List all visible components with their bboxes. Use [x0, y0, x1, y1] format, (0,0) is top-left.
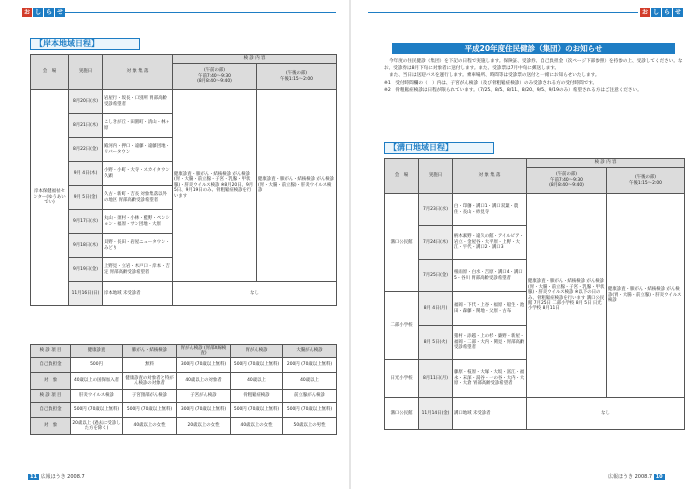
- fee-header: 胃がん検診: [231, 345, 283, 358]
- pm-content: 健康診査・肺がん・結核検診 がん検診(胃・大腸・前立腺)・肝炎ウイルス検診: [257, 90, 337, 282]
- date-cell: 8月11日(月): [419, 360, 453, 398]
- pm-content: 健康診査・肺がん・結核検診 がん検診(胃・大腸・前立腺)・肝炎ウイルス検診: [607, 194, 685, 398]
- date-cell: 9月18日(木): [69, 234, 103, 258]
- col-content: 検 診 内 容: [527, 159, 685, 168]
- date-cell: 9月17日(水): [69, 210, 103, 234]
- section-title: 【岸本地域日程】: [30, 38, 140, 50]
- page-footer: [28, 473, 85, 480]
- fee-label: 対 象: [31, 373, 71, 390]
- date-cell: 8月21日(木): [69, 114, 103, 138]
- col-date: 実施日: [419, 159, 453, 194]
- fee-label: 自己負担金: [31, 358, 71, 373]
- target-cell: 上野見・立岩・木戸口・岸本・吉定 胃部高齢受診希望者: [103, 258, 173, 282]
- date-cell: 8月22日(金): [69, 138, 103, 162]
- tag-char: ら: [46, 9, 53, 16]
- date-cell: 7月25日(金): [419, 260, 453, 292]
- fee-cell: 子宮頸部がん検診: [123, 390, 177, 403]
- fee-cell: 500円 (70歳以上無料): [283, 403, 337, 418]
- target-cell: 福岡・下代・上谷・福原・船生・池田・森藤・関地・父原・古布: [453, 292, 527, 326]
- date-cell: 9月 5日(金): [69, 186, 103, 210]
- fee-cell: 500円 (70歳以上無料): [71, 403, 123, 418]
- date-cell: 8月20日(水): [69, 90, 103, 114]
- venue-cell: 溝口公民館: [385, 398, 419, 430]
- tag-char: ら: [664, 9, 671, 16]
- col-am: (午前の部) 午前7:40～9:30 (8月8:40～9:40): [173, 64, 257, 90]
- footer-text: 広報ほうき 2008.7: [608, 474, 653, 480]
- fee-cell: 20歳以上 (過去に受診した方を除く): [71, 418, 123, 435]
- notice-banner: 平成20年度住民健診（集団）のお知らせ: [392, 43, 675, 54]
- col-date: 実施日: [69, 55, 103, 90]
- fee-cell: 300円 (70歳以上無料): [177, 358, 231, 373]
- col-venue: 会 場: [385, 159, 419, 194]
- target-cell: 白・印旛・溝口1・溝口双葉・農住・長山・紗見寺: [453, 194, 527, 226]
- fee-cell: 骨粗鬆症検診: [231, 390, 283, 403]
- target-cell: 猪村・添越・上の杉・廉野・新屋・福岡・二部・大内・関見・胃部高齢受診希望者: [453, 326, 527, 360]
- target-cell: 溝口地域 未受診者: [453, 398, 527, 430]
- col-venue: 会 場: [31, 55, 69, 90]
- venue-cell: 日光小学校: [385, 360, 419, 398]
- tag-char: せ: [675, 9, 682, 16]
- target-cell: こしきが丘・田園町・清山・林ヶ原: [103, 114, 173, 138]
- target-cell: 岩屋行・坂長・口別所 胃部高齢受診希望者: [103, 90, 173, 114]
- date-cell: 11月14日(金): [419, 398, 453, 430]
- fee-cell: 40歳以上: [231, 373, 283, 390]
- fee-cell: 子宮がん検診: [177, 390, 231, 403]
- right-page: [350, 0, 700, 489]
- intro-text: [384, 58, 684, 94]
- fee-cell: 300円 (70歳以上無料): [177, 403, 231, 418]
- fee-cell: 40歳以上の対象者: [177, 373, 231, 390]
- fee-cell: 40歳以上の女性: [231, 418, 283, 435]
- venue-cell: 溝口公民館: [385, 194, 419, 292]
- no-exam: なし: [527, 398, 685, 430]
- fee-cell: 肝炎ウイルス検診: [71, 390, 123, 403]
- header-rule: [58, 12, 336, 13]
- fee-cell: 20歳以上の女性: [177, 418, 231, 435]
- col-pm: (午後の部) 午後1:15～2:00: [257, 64, 337, 90]
- tag-char: し: [35, 9, 42, 16]
- header-rule: [368, 12, 638, 13]
- page-footer: [608, 473, 665, 480]
- venue-cell: 二部小学校: [385, 292, 419, 360]
- fee-cell: 無料: [123, 358, 177, 373]
- no-exam: なし: [173, 282, 337, 306]
- fee-header: 肺がん・結核検診: [123, 345, 177, 358]
- col-content: 検 診 内 容: [173, 55, 337, 64]
- fee-cell: 500円 (70歳以上無料): [231, 403, 283, 418]
- fee-header: 大腸がん検診: [283, 345, 337, 358]
- target-cell: 殿河内・押口・遠藤・遠藤団地・リバータウン: [103, 138, 173, 162]
- fee-cell: 前立腺がん検診: [283, 390, 337, 403]
- date-cell: 8月 5日(火): [419, 326, 453, 360]
- date-cell: 7月23日(水): [419, 194, 453, 226]
- date-cell: 7月24日(木): [419, 226, 453, 260]
- tag-char: お: [24, 9, 31, 16]
- am-content: 健康診査・肺がん・結核検診 がん検診(胃・大腸・前立腺・子宮・乳腺・甲状腺)・肝炎ウイルス検診 ※8月20日、9月5日、9月19日のみ、骨粗鬆症検診を行います: [173, 90, 257, 282]
- schedule-table: [384, 158, 685, 430]
- fee-cell: 50歳以上の男性: [283, 418, 337, 435]
- date-cell: 9月 4日(木): [69, 162, 103, 186]
- schedule-table: [30, 54, 337, 306]
- fee-cell: 40歳以上: [283, 373, 337, 390]
- fee-cell: 40歳以上の国保加入者: [71, 373, 123, 390]
- fee-label: 対 象: [31, 418, 71, 435]
- target-cell: 丸山・須村・小林・藍野・ペンション・福原・サン団地・大原: [103, 210, 173, 234]
- am-content: 健康診査・肺がん・結核検診 がん検診(胃・大腸・前立腺・子宮・乳腺・甲状腺)・肝炎ウイルス検診 ※以下の日のみ、骨粗鬆症検診を行います 溝口公民館 7月25日 二部小学校 8月 5日 日光小学校 8月11日: [527, 194, 607, 398]
- fee-label: 自己負担金: [31, 403, 71, 418]
- venue-cell: 岸本保健福祉センター(ゆうあいでい): [31, 90, 69, 306]
- col-target: 対 象 集 落: [103, 55, 173, 90]
- target-cell: 根雨原・白水・吉原・溝口4・溝口5・谷川 胃部高齢受診希望者: [453, 260, 527, 292]
- target-cell: 小野・小町・大寺・スカイタウン久顕: [103, 162, 173, 186]
- date-cell: 9月19日(金): [69, 258, 103, 282]
- col-am: (午前の部) 午前7:40～9:30 (8月8:40～9:40): [527, 168, 607, 194]
- fee-header: 胃がん検診 (胃部X線検査): [177, 345, 231, 358]
- fee-header: 健康診査: [71, 345, 123, 358]
- fee-cell: 500円 (70歳以上無料): [123, 403, 177, 418]
- intro-paragraph: 今年度の住民健診（集団）を下記の日程で実施します。保険証、受診券、自己負担金（次ページ下部参照）を持参の上、受診してください。なお、受診券は8月下旬に対象者に送付します。また、受診票は7月中旬に郵送します。: [384, 59, 683, 72]
- fee-cell: 200円 (70歳以上無料): [283, 358, 337, 373]
- fee-cell: 500円 (70歳以上無料): [231, 358, 283, 373]
- target-cell: 藤原・枝原・大塚・大坂・富江・福永・末深・湯谷・一の谷・大内・大原・大倉 胃部高齢受診希望者: [453, 360, 527, 398]
- tag-char: し: [653, 9, 660, 16]
- target-cell: 岸本地域 未受診者: [103, 282, 173, 306]
- fee-label: 検 診 項 目: [31, 390, 71, 403]
- section-title: 【溝口地域日程】: [384, 142, 494, 154]
- col-pm: (午後の部) 午後1:15～2:00: [607, 168, 685, 194]
- fee-cell: 40歳以上の女性: [123, 418, 177, 435]
- target-cell: 柄木素野・遠久の館・アイルピア・岩立・金屋谷・大平原・上野・大江・宇代・溝口2・溝口3: [453, 226, 527, 260]
- date-cell: 11月16日(日): [69, 282, 103, 306]
- fee-header: 検 診 項 目: [31, 345, 71, 358]
- fee-table: [30, 344, 337, 435]
- page-number: 11: [30, 474, 37, 480]
- tag-char: お: [642, 9, 649, 16]
- note-2: ※2 骨粗鬆症検診は日程が限られています。（7/25、8/5、8/11、8/20、9/5、9/19のみ）希望される方はご注意ください。: [384, 87, 642, 93]
- page-number: 10: [655, 474, 663, 480]
- col-target: 対 象 集 落: [453, 159, 527, 194]
- target-cell: 久古・新町・吉長 対象集落以外の地区 胃部高齢受診希望者: [103, 186, 173, 210]
- footer-text: 広報ほうき 2008.7: [40, 474, 85, 480]
- fee-cell: 健康診査の対象者と特がん検診の対象者: [123, 373, 177, 390]
- fee-cell: 500円: [71, 358, 123, 373]
- intro-paragraph: また、当日は送迎バスを運行します。乗車場所、時間等は受診票の送付と一緒にお知らせいたします。: [389, 73, 600, 79]
- note-1: ※1 受付時間欄の（ ）内は、子宮がん検診（及び骨粗鬆症検診）のみ受診される方の受付時間です。: [384, 80, 598, 86]
- target-cell: 貝野・長田・岩屋ニュータウン・みどり: [103, 234, 173, 258]
- date-cell: 8月 4日(月): [419, 292, 453, 326]
- notice-tag: [640, 8, 684, 17]
